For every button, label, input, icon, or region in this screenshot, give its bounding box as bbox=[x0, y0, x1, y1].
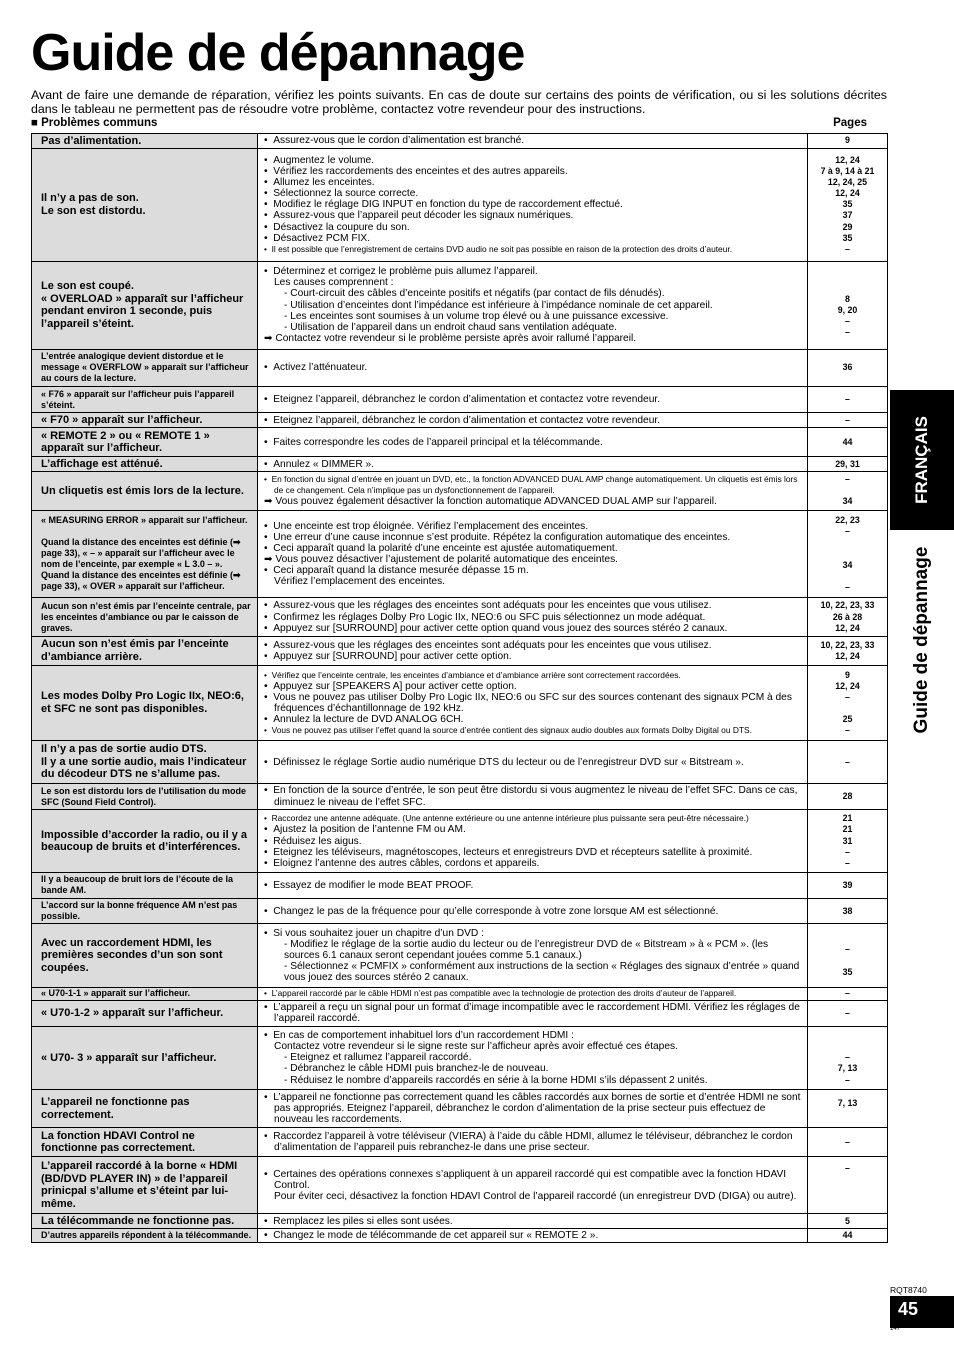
solution-line: • Modifiez le réglage DIG INPUT en fonction du type de raccordement effectué. bbox=[264, 199, 804, 210]
solution-line: • Changez le pas de la fréquence pour qu’elle corresponde à votre zone lorsque AM est sélectionné. bbox=[264, 906, 804, 917]
problem-cell: « U70-1-1 » apparaît sur l’afficheur. bbox=[32, 987, 258, 1001]
solution-cell bbox=[258, 741, 808, 784]
solution-line: • Assurez-vous que les réglages des enceintes sont adéquats pour les enceintes que vous utilisez. bbox=[264, 640, 804, 651]
solution-line: • Vérifiez que l’enceinte centrale, les enceintes d’ambiance et d’ambiance arrière sont correctement raccordées. bbox=[264, 670, 804, 681]
solution-cell bbox=[258, 598, 808, 636]
solution-line: - Utilisation d’enceintes dont l’impédance est inférieure à l’impédance nominale de cet appareil. bbox=[284, 299, 713, 311]
pages-cell: 38 bbox=[808, 898, 888, 924]
solution-line: ➡ Vous pouvez désactiver l’ajustement de polarité automatique des enceintes. bbox=[264, 554, 804, 565]
solution-line: • Désactivez la coupure du son. bbox=[264, 222, 804, 233]
solution-cell bbox=[258, 457, 808, 472]
solution-cell bbox=[258, 898, 808, 924]
pages-cell: – bbox=[808, 1157, 888, 1214]
pages-cell: 39 bbox=[808, 873, 888, 899]
pages-cell: – bbox=[808, 741, 888, 784]
solution-line: • Appuyez sur [SURROUND] pour activer cette option quand vous jouez des sources stéréo 2 canaux. bbox=[264, 623, 804, 634]
solution-cell bbox=[258, 387, 808, 413]
solution-cell bbox=[258, 987, 808, 1001]
solution-line: - Eteignez et rallumez l’appareil raccordé. bbox=[284, 1052, 472, 1064]
pages-cell: 5 bbox=[808, 1214, 888, 1229]
solution-line: - Sélectionnez « PCMFIX » conformément aux instructions de la section « Réglages des signaux d’entrée » quand vous jouez des sources stéréo 2 canaux. bbox=[284, 961, 800, 984]
solution-line: • Ceci apparaît quand la polarité d’une enceinte est ajustée automatiquement. bbox=[264, 543, 804, 554]
solution-cell bbox=[258, 873, 808, 899]
problem-cell: « F70 » apparaît sur l’afficheur. bbox=[32, 413, 258, 428]
problem-cell: Impossible d’accorder la radio, ou il y a beaucoup de bruits et d’interférences. bbox=[32, 810, 258, 873]
problem-cell: « REMOTE 2 » ou « REMOTE 1 » apparaît sur l’afficheur. bbox=[32, 428, 258, 457]
table-row bbox=[32, 1001, 888, 1027]
pages-cell: 12, 24 7 à 9, 14 à 21 12, 24, 25 12, 24 35 37 29 35 – bbox=[808, 149, 888, 262]
table-row bbox=[32, 1026, 888, 1089]
table-row bbox=[32, 898, 888, 924]
table-row bbox=[32, 349, 888, 387]
solution-line: • Une erreur d’une cause inconnue s’est produite. Répétez la configuration automatique des enceintes. bbox=[264, 532, 804, 543]
solution-line: - Court-circuit des câbles d’enceinte positifs et négatifs (par contact de fils dénudés). bbox=[284, 288, 665, 300]
pages-cell: 9 bbox=[808, 134, 888, 149]
solution-cell bbox=[258, 1157, 808, 1214]
pages-cell: 7, 13 bbox=[808, 1089, 888, 1127]
solution-line: • Eloignez l’antenne des autres câbles, cordons et appareils. bbox=[264, 858, 804, 869]
solution-cell bbox=[258, 924, 808, 987]
problem-cell: Aucun son n’est émis par l’enceinte centrale, par les enceintes d’ambiance ou par le caisson de graves. bbox=[32, 598, 258, 636]
solution-line: • Raccordez une antenne adéquate. (Une antenne extérieure ou une antenne intérieure plus puissante sera peut-être nécessaire.) bbox=[264, 813, 804, 824]
table-row bbox=[32, 510, 888, 598]
solution-line: • Si vous souhaitez jouer un chapitre d’un DVD : bbox=[264, 928, 804, 939]
solution-line: • Appuyez sur [SURROUND] pour activer cette option. bbox=[264, 651, 804, 662]
troubleshooting-table-container bbox=[31, 133, 887, 1243]
solution-line: • Définissez le réglage Sortie audio numérique DTS du lecteur ou de l’enregistreur DVD sur « Bitstream ». bbox=[264, 757, 804, 768]
solution-line: • Ceci apparaît quand la distance mesurée dépasse 15 m. bbox=[264, 565, 804, 576]
solution-line: • Changez le mode de télécommande de cet appareil sur « REMOTE 2 ». bbox=[264, 1230, 804, 1241]
solution-line: • Vous ne pouvez pas utiliser Dolby Pro Logic IIx, NEO:6 ou SFC sur des sources contenant des signaux PCM à des fréquences d’échantillonnage de 192 kHz. bbox=[264, 692, 804, 714]
solution-line: - Utilisation de l’appareil dans un endroit chaud sans ventilation adéquate. bbox=[284, 321, 618, 333]
solution-line: ➡ Vous pouvez également désactiver la fonction automatique ADVANCED DUAL AMP sur l’appareil. bbox=[264, 496, 804, 507]
page-title: Guide de dépannage bbox=[31, 24, 525, 82]
solution-cell bbox=[258, 428, 808, 457]
pages-cell: 44 bbox=[808, 428, 888, 457]
pages-cell: 8 9, 20 – – bbox=[808, 261, 888, 349]
pages-cell: 28 bbox=[808, 784, 888, 810]
table-row bbox=[32, 784, 888, 810]
solution-line: Pour éviter ceci, désactivez la fonction HDAVI Control de l’appareil raccordé (un enregistreur DVD (DIGA) ou autre). bbox=[274, 1190, 797, 1202]
problem-cell: Les modes Dolby Pro Logic IIx, NEO:6, et SFC ne sont pas disponibles. bbox=[32, 665, 258, 740]
solution-line: • Il est possible que l’enregistrement de certains DVD audio ne soit pas possible en raison de la protection des droits d’auteur. bbox=[264, 244, 804, 255]
problem-cell: L’entrée analogique devient distordue et le message « OVERFLOW » apparaît sur l’afficheur au cours de la lecture. bbox=[32, 349, 258, 387]
solution-line: • Augmentez le volume. bbox=[264, 155, 804, 166]
solution-cell bbox=[258, 636, 808, 665]
problem-cell: Aucun son n’est émis par l’enceinte d’ambiance arrière. bbox=[32, 636, 258, 665]
solution-cell bbox=[258, 472, 808, 510]
problem-cell: L’appareil ne fonctionne pas correctement. bbox=[32, 1089, 258, 1127]
pages-cell: 10, 22, 23, 33 26 à 28 12, 24 bbox=[808, 598, 888, 636]
problem-cell: La télécommande ne fonctionne pas. bbox=[32, 1214, 258, 1229]
language-tab-label: FRANÇAIS bbox=[912, 416, 931, 504]
section-heading-row bbox=[31, 117, 887, 129]
pages-cell: – bbox=[808, 413, 888, 428]
solution-cell bbox=[258, 134, 808, 149]
solution-line: • Eteignez les téléviseurs, magnétoscopes, lecteurs et enregistreurs DVD et récepteurs satellite à proximité. bbox=[264, 847, 804, 858]
page-number: 45 bbox=[898, 1299, 919, 1319]
problem-cell: Pas d’alimentation. bbox=[32, 134, 258, 149]
solution-line: • Allumez les enceintes. bbox=[264, 177, 804, 188]
problem-cell: L’affichage est atténué. bbox=[32, 457, 258, 472]
table-row bbox=[32, 1128, 888, 1157]
problem-cell: Un cliquetis est émis lors de la lecture. bbox=[32, 472, 258, 510]
problem-cell: « U70- 3 » apparaît sur l’afficheur. bbox=[32, 1026, 258, 1089]
solution-line: • Eteignez l’appareil, débranchez le cordon d’alimentation et contactez votre revendeur. bbox=[264, 415, 804, 426]
solution-line: • Assurez-vous que le cordon d’alimentation est branché. bbox=[264, 135, 804, 146]
pages-cell: 36 bbox=[808, 349, 888, 387]
solution-line: • Vérifiez les raccordements des enceintes et des autres appareils. bbox=[264, 166, 804, 177]
table-row bbox=[32, 1157, 888, 1214]
pages-cell: 21 21 31 – – bbox=[808, 810, 888, 873]
solution-cell bbox=[258, 413, 808, 428]
table-row bbox=[32, 387, 888, 413]
table-row bbox=[32, 428, 888, 457]
solution-cell bbox=[258, 665, 808, 740]
pages-cell: 22, 23 – 34 – bbox=[808, 510, 888, 598]
table-row bbox=[32, 1214, 888, 1229]
problem-cell: Avec un raccordement HDMI, les premières secondes d’un son sont coupées. bbox=[32, 924, 258, 987]
solution-line: - Réduisez le nombre d’appareils raccordés en série à la borne HDMI s’ils dépassent 2 unités. bbox=[284, 1074, 708, 1086]
troubleshooting-table bbox=[31, 133, 888, 1243]
pages-cell: 9 12, 24 – 25 – bbox=[808, 665, 888, 740]
pages-column-heading: Pages bbox=[833, 117, 867, 129]
problem-cell: Il n’y a pas de son. Le son est distordu. bbox=[32, 149, 258, 262]
problem-cell: D’autres appareils répondent à la télécommande. bbox=[32, 1229, 258, 1243]
solution-line: • Annulez la lecture de DVD ANALOG 6CH. bbox=[264, 714, 804, 725]
solution-cell bbox=[258, 1089, 808, 1127]
solution-line: Contactez votre revendeur si le signe reste sur l’afficheur après avoir effectué ces étapes. bbox=[274, 1041, 678, 1053]
solution-cell bbox=[258, 261, 808, 349]
solution-line: • Ajustez la position de l’antenne FM ou AM. bbox=[264, 824, 804, 835]
table-row bbox=[32, 1089, 888, 1127]
table-row bbox=[32, 598, 888, 636]
pages-cell: – bbox=[808, 1001, 888, 1027]
section-heading: ■ Problèmes communs bbox=[31, 117, 158, 129]
problem-cell: Il y a beaucoup de bruit lors de l’écoute de la bande AM. bbox=[32, 873, 258, 899]
solution-line: - Les enceintes sont soumises à un volume trop élevé ou à une puissance excessive. bbox=[284, 310, 669, 322]
solution-line: • Certaines des opérations connexes s’appliquent à un appareil raccordé qui est compatible avec la fonction HDAVI Control. bbox=[264, 1169, 804, 1191]
table-row bbox=[32, 1229, 888, 1243]
problem-cell: La fonction HDAVI Control ne fonctionne pas correctement. bbox=[32, 1128, 258, 1157]
table-row bbox=[32, 636, 888, 665]
table-row bbox=[32, 924, 888, 987]
page-number-box bbox=[890, 1296, 954, 1328]
pages-cell: 44 bbox=[808, 1229, 888, 1243]
problem-cell: L’appareil raccordé à la borne « HDMI (BD/DVD PLAYER IN) » de l’appareil prinicpal s’allume et s’éteint par lui-même. bbox=[32, 1157, 258, 1214]
solution-line: Les causes comprennent : bbox=[274, 277, 394, 289]
solution-line: • Confirmez les réglages Dolby Pro Logic IIx, NEO:6 ou SFC puis sélectionnez un mode adéquat. bbox=[264, 612, 804, 623]
solution-line: • En cas de comportement inhabituel lors d’un raccordement HDMI : bbox=[264, 1030, 804, 1041]
solution-line: • Appuyez sur [SPEAKERS A] pour activer cette option. bbox=[264, 681, 804, 692]
pages-cell: – bbox=[808, 987, 888, 1001]
pages-cell: – 35 bbox=[808, 924, 888, 987]
solution-line: • Assurez-vous que l’appareil peut décoder les signaux numériques. bbox=[264, 210, 804, 221]
table-row bbox=[32, 413, 888, 428]
table-row bbox=[32, 457, 888, 472]
solution-line: • Annulez « DIMMER ». bbox=[264, 459, 804, 470]
problem-cell: « U70-1-2 » apparaît sur l’afficheur. bbox=[32, 1001, 258, 1027]
table-row bbox=[32, 873, 888, 899]
table-row bbox=[32, 987, 888, 1001]
pages-cell: 10, 22, 23, 33 12, 24 bbox=[808, 636, 888, 665]
document-code: RQT8740 bbox=[890, 1285, 927, 1295]
intro-paragraph: Avant de faire une demande de réparation, vérifiez les points suivants. En cas de doute sur certains des points de vérification, ou si les solutions décrites dans le tableau ne permettent pas de résoudre votre problème, contactez votre revendeur pour des instructions. bbox=[31, 88, 887, 116]
problem-cell: Le son est coupé. « OVERLOAD » apparaît sur l’afficheur pendant environ 1 seconde, puis l’appareil s’éteint. bbox=[32, 261, 258, 349]
problem-cell: L’accord sur la bonne fréquence AM n’est pas possible. bbox=[32, 898, 258, 924]
solution-line: • Remplacez les piles si elles sont usées. bbox=[264, 1216, 804, 1227]
solution-cell bbox=[258, 510, 808, 598]
solution-line: Vérifiez l’emplacement des enceintes. bbox=[274, 576, 446, 588]
table-row bbox=[32, 665, 888, 740]
solution-line: • En fonction du signal d’entrée en jouant un DVD, etc., la fonction ADVANCED DUAL AMP change automatiquement. Un cliquetis est émis lors de ce changement. Cela n’implique pas un dysfonctionnement de l’appareil. bbox=[264, 474, 804, 496]
problem-cell: Il n’y a pas de sortie audio DTS. Il y a une sortie audio, mais l’indicateur du décodeur DTS ne s’allume pas. bbox=[32, 741, 258, 784]
solution-cell bbox=[258, 1026, 808, 1089]
table-row bbox=[32, 810, 888, 873]
solution-line: • Sélectionnez la source correcte. bbox=[264, 188, 804, 199]
solution-line: • Déterminez et corrigez le problème puis allumez l’appareil. bbox=[264, 266, 804, 277]
pages-cell: – 34 bbox=[808, 472, 888, 510]
solution-line: • Activez l’atténuateur. bbox=[264, 362, 804, 373]
solution-cell bbox=[258, 810, 808, 873]
solution-line: • Eteignez l’appareil, débranchez le cordon d’alimentation et contactez votre revendeur. bbox=[264, 394, 804, 405]
solution-cell bbox=[258, 784, 808, 810]
pages-cell: – 7, 13 – bbox=[808, 1026, 888, 1089]
solution-line: • Assurez-vous que les réglages des enceintes sont adéquats pour les enceintes que vous utilisez. bbox=[264, 600, 804, 611]
solution-line: - Modifiez le réglage de la sortie audio du lecteur ou de l’enregistreur DVD de « Bitstream » à « PCM ». (les sources 6.1 canaux seront cependant jouées comme 5.1 canaux.) bbox=[284, 938, 769, 961]
table-row bbox=[32, 741, 888, 784]
solution-line: ➡ Contactez votre revendeur si le problème persiste après avoir rallumé l’appareil. bbox=[264, 333, 804, 344]
solution-line: • L’appareil ne fonctionne pas correctement quand les câbles raccordés aux bornes de sortie et d’entrée HDMI ne sont pas appropriés. Eteignez l’appareil, débranchez le cordon d’alimentation de la prise secteur puis effectuez de nouveau les raccordements. bbox=[264, 1092, 804, 1125]
solution-line: • Essayez de modifier le mode BEAT PROOF. bbox=[264, 880, 804, 891]
problem-cell: Le son est distordu lors de l’utilisation du mode SFC (Sound Field Control). bbox=[32, 784, 258, 810]
solution-line: • En fonction de la source d’entrée, le son peut être distordu si vous augmentez le niveau de l’effet SFC. Dans ce cas, diminuez le niveau de l’effet SFC. bbox=[264, 785, 804, 807]
solution-cell bbox=[258, 1128, 808, 1157]
solution-line: • Raccordez l’appareil à votre téléviseur (VIERA) à l’aide du câble HDMI, allumez le téléviseur, débranchez le cordon d’alimentation de l’appareil puis rebranchez-le dans une prise secteur. bbox=[264, 1131, 804, 1153]
problem-cell: « F76 » apparaît sur l’afficheur puis l’appareil s’éteint. bbox=[32, 387, 258, 413]
solution-line: • Désactivez PCM FIX. bbox=[264, 233, 804, 244]
small-code: 147 bbox=[890, 1326, 901, 1332]
table-row bbox=[32, 149, 888, 262]
solution-line: • L’appareil raccordé par le câble HDMI n’est pas compatible avec la technologie de protection des droits d’auteur de l’appareil. bbox=[264, 988, 804, 999]
language-tab bbox=[890, 390, 954, 530]
solution-cell bbox=[258, 1229, 808, 1243]
problem-cell: « MEASURING ERROR » apparaît sur l’afficheur. Quand la distance des enceintes est définie (➡ page 33), « – » apparaît sur l’afficheur avec le nom de l’enceinte, par exemple « L 3.0 – ». Quand la distance des enceintes est définie (➡ page 33), « OVER » apparaît sur l’afficheur. bbox=[32, 510, 258, 598]
solution-line: • Vous ne pouvez pas utiliser l’effet quand la source d’entrée contient des signaux audio doubles aux formats Dolby Digital ou DTS. bbox=[264, 725, 804, 736]
solution-line: • Une enceinte est trop éloignée. Vérifiez l’emplacement des enceintes. bbox=[264, 521, 804, 532]
solution-cell bbox=[258, 149, 808, 262]
solution-line: - Débranchez le câble HDMI puis branchez-le de nouveau. bbox=[284, 1063, 549, 1075]
table-row bbox=[32, 134, 888, 149]
table-row bbox=[32, 472, 888, 510]
solution-cell bbox=[258, 1001, 808, 1027]
pages-cell: – bbox=[808, 1128, 888, 1157]
solution-line: • Faites correspondre les codes de l’appareil principal et la télécommande. bbox=[264, 437, 804, 448]
solution-line: • L’appareil a reçu un signal pour un format d’image incompatible avec le raccordement HDMI. Vérifiez les réglages de l’appareil raccordé. bbox=[264, 1002, 804, 1024]
pages-cell: – bbox=[808, 387, 888, 413]
side-section-label: Guide de dépannage bbox=[911, 546, 932, 734]
solution-line: • Réduisez les aigus. bbox=[264, 836, 804, 847]
solution-cell bbox=[258, 1214, 808, 1229]
table-row bbox=[32, 261, 888, 349]
solution-cell bbox=[258, 349, 808, 387]
pages-cell: 29, 31 bbox=[808, 457, 888, 472]
